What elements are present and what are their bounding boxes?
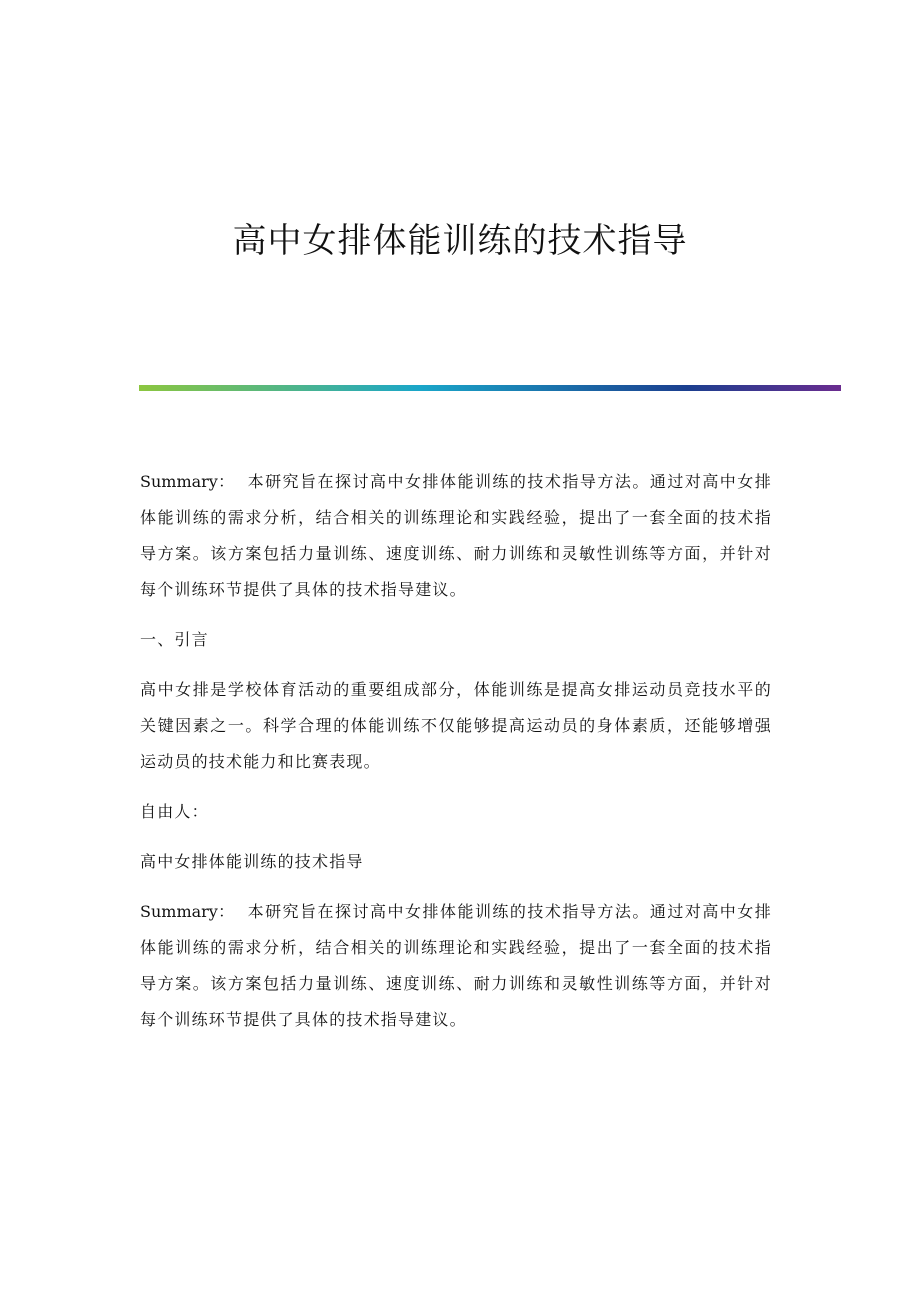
summary-paragraph-repeat — [140, 894, 772, 1038]
introduction-paragraph: 高中女排是学校体育活动的重要组成部分，体能训练是提高女排运动员竞技水平的关键因素之一。科学合理的体能训练不仅能够提高运动员的身体素质，还能够增强运动员的技术能力和比赛表现。 — [140, 680, 772, 771]
section-heading-introduction: 一、引言 — [140, 630, 209, 649]
gradient-divider — [139, 385, 841, 391]
summary-label-repeat: Summary： — [140, 902, 235, 921]
document-body — [140, 464, 772, 1052]
summary-text-repeat: 本研究旨在探讨高中女排体能训练的技术指导方法。通过对高中女排体能训练的需求分析，结合相关的训练理论和实践经验，提出了一套全面的技术指导方案。该方案包括力量训练、速度训练、耐力训练和灵敏性训练等方面，并针对每个训练环节提供了具体的技术指导建议。 — [140, 902, 772, 1029]
document-title: 高中女排体能训练的技术指导 — [232, 221, 688, 261]
summary-paragraph — [140, 464, 772, 608]
summary-text: 本研究旨在探讨高中女排体能训练的技术指导方法。通过对高中女排体能训练的需求分析，结合相关的训练理论和实践经验，提出了一套全面的技术指导方案。该方案包括力量训练、速度训练、耐力训练和灵敏性训练等方面，并针对每个训练环节提供了具体的技术指导建议。 — [140, 472, 772, 599]
libero-label: 自由人： — [140, 802, 209, 821]
repeated-title: 高中女排体能训练的技术指导 — [140, 852, 364, 871]
summary-label: Summary： — [140, 472, 235, 491]
